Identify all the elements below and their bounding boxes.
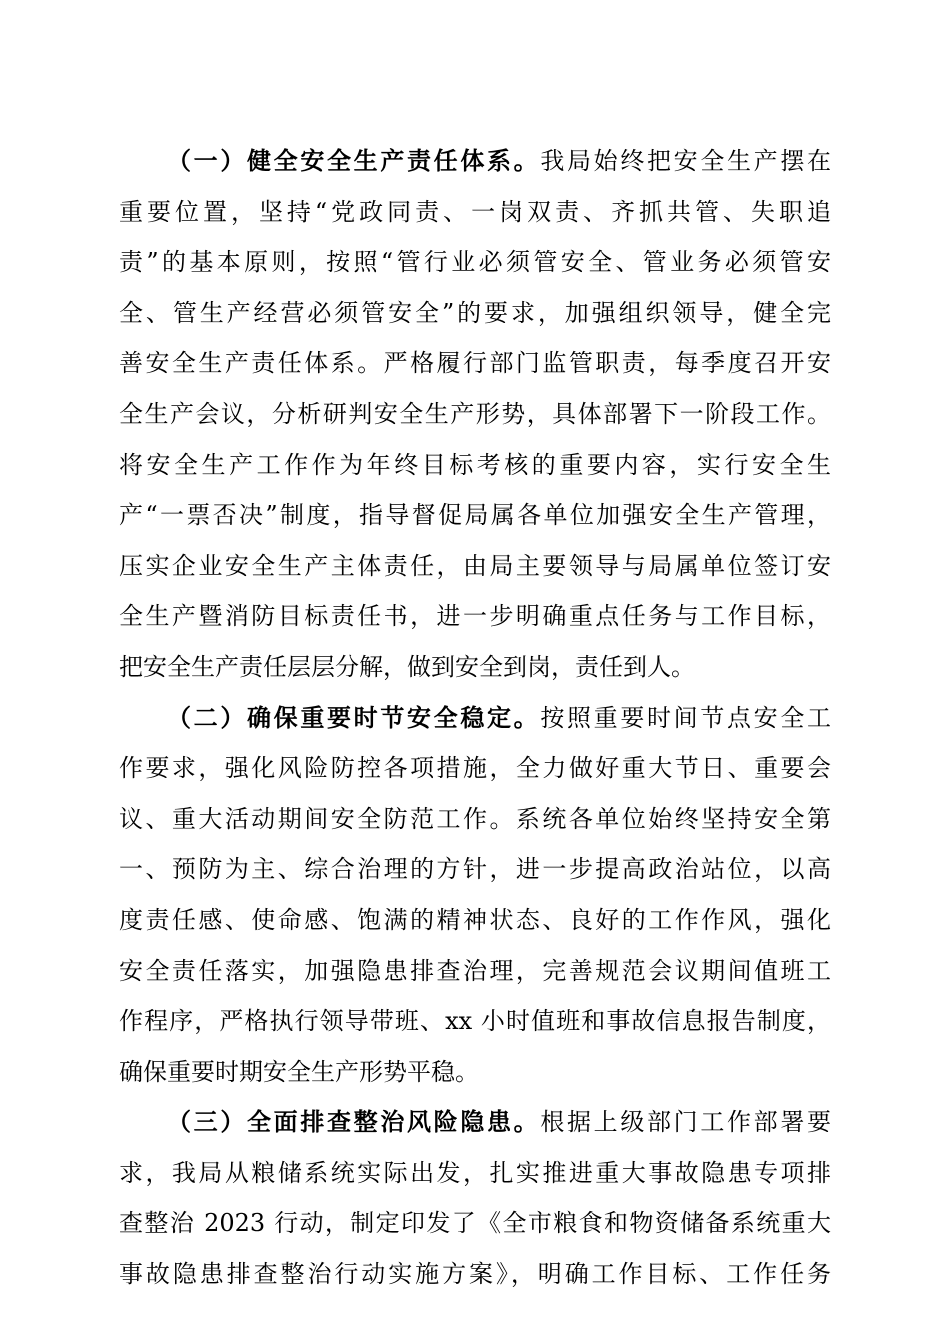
paragraph-2-line-4: 一、预防为主、综合治理的方针，进一步提高政治站位，以高 <box>119 855 831 884</box>
paragraph-2-text: 按照重要时间节点安全工 <box>540 703 832 732</box>
paragraph-2-line-1 <box>119 693 831 744</box>
paragraph-1-line-7: 将安全生产工作作为年终目标考核的重要内容，实行安全生 <box>119 450 831 479</box>
paragraph-1-line-2: 重要位置，坚持“党政同责、一岗双责、齐抓共管、失职追 <box>119 197 831 226</box>
paragraph-3-line-2: 求，我局从粮储系统实际出发，扎实推进重大事故隐患专项排 <box>119 1158 831 1187</box>
section-heading-3: （三）全面排查整治风险隐患。 <box>167 1107 541 1137</box>
paragraph-2-line-3: 议、重大活动期间安全防范工作。系统各单位始终坚持安全第 <box>119 804 831 833</box>
paragraph-2-line-7: 作程序，严格执行领导带班、xx 小时值班和事故信息报告制度， <box>119 1007 831 1036</box>
section-heading-2: （二）确保重要时节安全稳定。 <box>167 702 541 732</box>
paragraph-1-line-4: 全、管生产经营必须管安全”的要求，加强组织领导，健全完 <box>119 298 831 327</box>
paragraph-2-line-8: 确保重要时期安全生产形势平稳。 <box>119 1057 479 1086</box>
paragraph-3-line-1 <box>119 1097 831 1148</box>
paragraph-1-line-6: 全生产会议，分析研判安全生产形势，具体部署下一阶段工作。 <box>119 399 831 428</box>
paragraph-1-line-3: 责”的基本原则，按照“管行业必须管安全、管业务必须管安 <box>119 248 831 277</box>
paragraph-3-text: 根据上级部门工作部署要 <box>540 1108 832 1137</box>
paragraph-1-line-5: 善安全生产责任体系。严格履行部门监管职责，每季度召开安 <box>119 349 831 378</box>
paragraph-1-line-8: 产“一票否决”制度，指导督促局属各单位加强安全生产管理， <box>119 501 831 530</box>
paragraph-2-line-5: 度责任感、使命感、饱满的精神状态、良好的工作作风，强化 <box>119 905 831 934</box>
paragraph-2-line-6: 安全责任落实，加强隐患排查治理，完善规范会议期间值班工 <box>119 956 831 985</box>
paragraph-1-text: 我局始终把安全生产摆在 <box>540 147 832 175</box>
document-body <box>119 136 831 1300</box>
paragraph-1-line-11: 把安全生产责任层层分解，做到安全到岗，责任到人。 <box>119 652 695 681</box>
paragraph-3-line-4: 事故隐患排查整治行动实施方案》，明确工作目标、工作任务 <box>119 1260 831 1289</box>
paragraph-1-line-1 <box>119 136 831 187</box>
paragraph-2-line-2: 作要求，强化风险防控各项措施，全力做好重大节日、重要会 <box>119 754 831 783</box>
paragraph-3-line-3: 查整治 2023 行动，制定印发了《全市粮食和物资储备系统重大 <box>119 1209 831 1238</box>
paragraph-1-line-10: 全生产暨消防目标责任书，进一步明确重点任务与工作目标， <box>119 602 831 631</box>
section-heading-1: （一）健全安全生产责任体系。 <box>167 146 541 175</box>
paragraph-1-line-9: 压实企业安全生产主体责任，由局主要领导与局属单位签订安 <box>119 551 831 580</box>
